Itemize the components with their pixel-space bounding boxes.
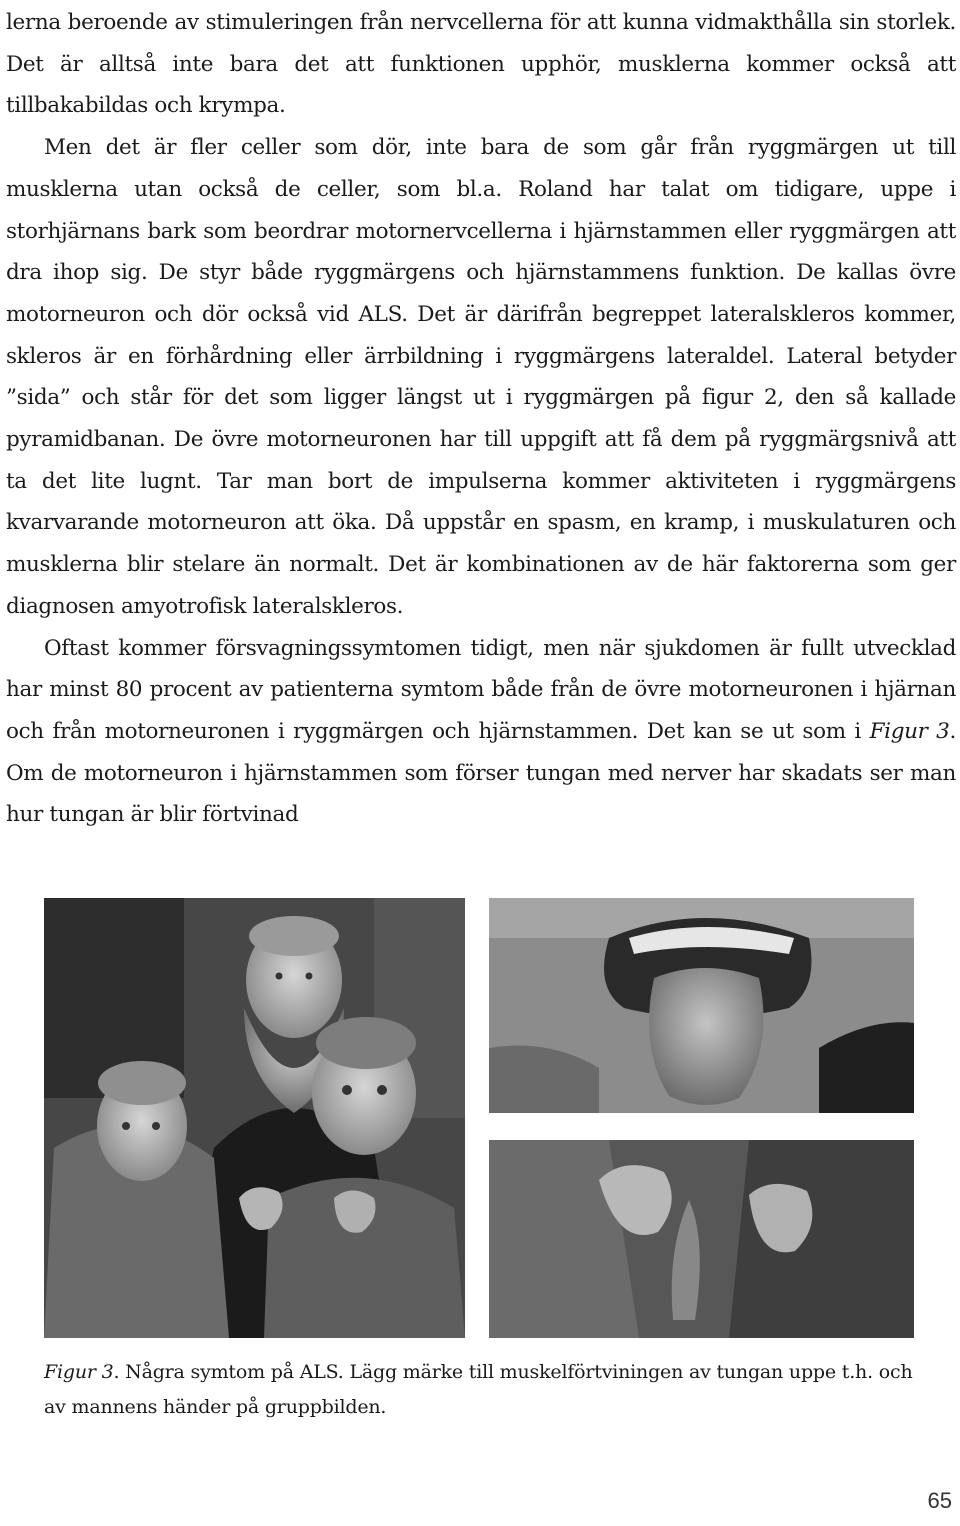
paragraph <box>6 2 956 127</box>
group-photo <box>44 898 465 1338</box>
paragraph-text: Men det är fler celler som dör, inte bara de som går från ryggmärgen ut till musklerna utan också de celler, som bl.a. Roland har talat om tidigare, uppe i storhjärnans bark som beordrar motornervcellerna i hjärnstammen eller ryggmärgen att dra ihop sig. De styr både ryggmärgens och hjärnstammens funktion. De kallas övre motorneuron och dör också vid ALS. Det är därifrån begreppet lateralskleros kommer, skleros är en förhårdning eller ärrbildning i ryggmärgens lateraldel. Lateral betyder ”sida” och står för det som ligger längst ut i ryggmärgen på figur 2, den så kallade pyramidbanan. De övre motorneuronen har till uppgift att få dem på ryggmärgsnivå att ta det lite lugnt. Tar man bort de impulserna kommer aktiviteten i ryggmärgens kvarvarande motorneuron att öka. Då uppstår en spasm, en kramp, i muskulaturen och musklerna blir stelare än normalt. Det är kombinationen av de här faktorerna som ger diagnosen amyotrofisk lateralskleros. <box>6 135 956 619</box>
paragraph <box>6 628 956 837</box>
hands-photo-image <box>489 1140 914 1338</box>
paragraph-text: . Om de motorneuron i hjärnstammen som förser tungan med nerver har skadats ser man hur tungan är blir förtvinad <box>6 718 956 828</box>
group-photo-image <box>44 898 465 1338</box>
tongue-photo <box>489 898 914 1113</box>
paragraph <box>6 127 956 627</box>
tongue-photo-image <box>489 898 914 1113</box>
figure-caption <box>44 1355 924 1425</box>
page-number: 65 <box>927 1488 952 1513</box>
figure-caption-text: . Några symtom på ALS. Lägg märke till muskelförtviningen av tungan uppe t.h. och av mannens händer på gruppbilden. <box>44 1361 913 1418</box>
paragraph-text: Oftast kommer försvagningssymtomen tidigt, men när sjukdomen är fullt utvecklad har minst 80 procent av patienterna symtom både från de övre motorneuronen i hjärnan och från motorneuronen i ryggmärgen och hjärnstammen. Det kan se ut som i <box>6 635 956 744</box>
figure-reference: Figur 3 <box>869 718 950 744</box>
body-text <box>6 2 956 836</box>
paragraph-text: lerna beroende av stimuleringen från nervcellerna för att kunna vidmakthålla sin storlek. Det är alltså inte bara det att funktionen upphör, musklerna kommer också att tillbakabildas och krympa. <box>6 10 956 119</box>
hands-photo <box>489 1140 914 1338</box>
figure-label: Figur 3 <box>44 1361 114 1383</box>
